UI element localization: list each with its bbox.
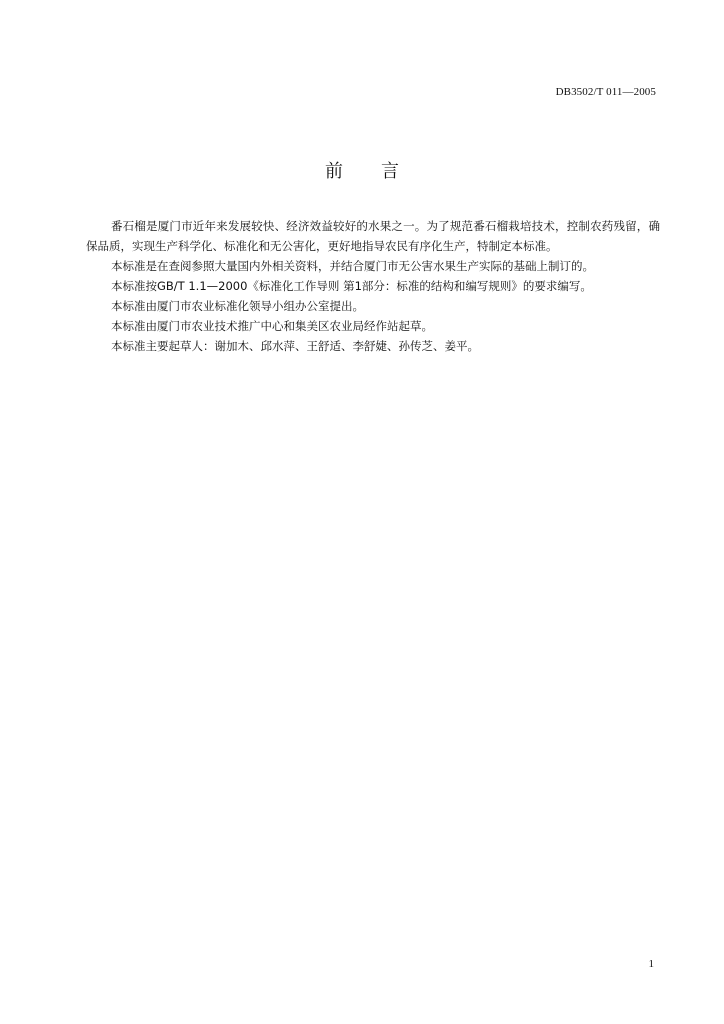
paragraph-drafters: 本标准主要起草人：谢加木、邱水萍、王舒适、李舒婕、孙传芝、姜平。	[111, 339, 479, 353]
paragraph-basis: 本标准是在查阅参照大量国内外相关资料，并结合厦门市无公害水果生产实际的基础上制订的。	[111, 259, 594, 273]
foreword-body	[86, 216, 660, 356]
paragraph-proposer: 本标准由厦门市农业标准化领导小组办公室提出。	[111, 299, 364, 313]
paragraph-purpose: 番石榴是厦门市近年来发展较快、经济效益较好的水果之一。为了规范番石榴栽培技术，控制农药残留，确保品质，实现生产科学化、标准化和无公害化，更好地指导农民有序化生产，特制定本标准。	[86, 219, 660, 253]
paragraph-format: 本标准按GB/T 1.1—2000《标准化工作导则 第1部分：标准的结构和编写规则》的要求编写。	[111, 279, 592, 293]
paragraph-drafting-unit: 本标准由厦门市农业技术推广中心和集美区农业局经作站起草。	[111, 319, 433, 333]
standard-code: DB3502/T 011—2005	[555, 86, 656, 98]
page-title: 前言	[325, 161, 437, 182]
page-number: 1	[648, 958, 654, 970]
